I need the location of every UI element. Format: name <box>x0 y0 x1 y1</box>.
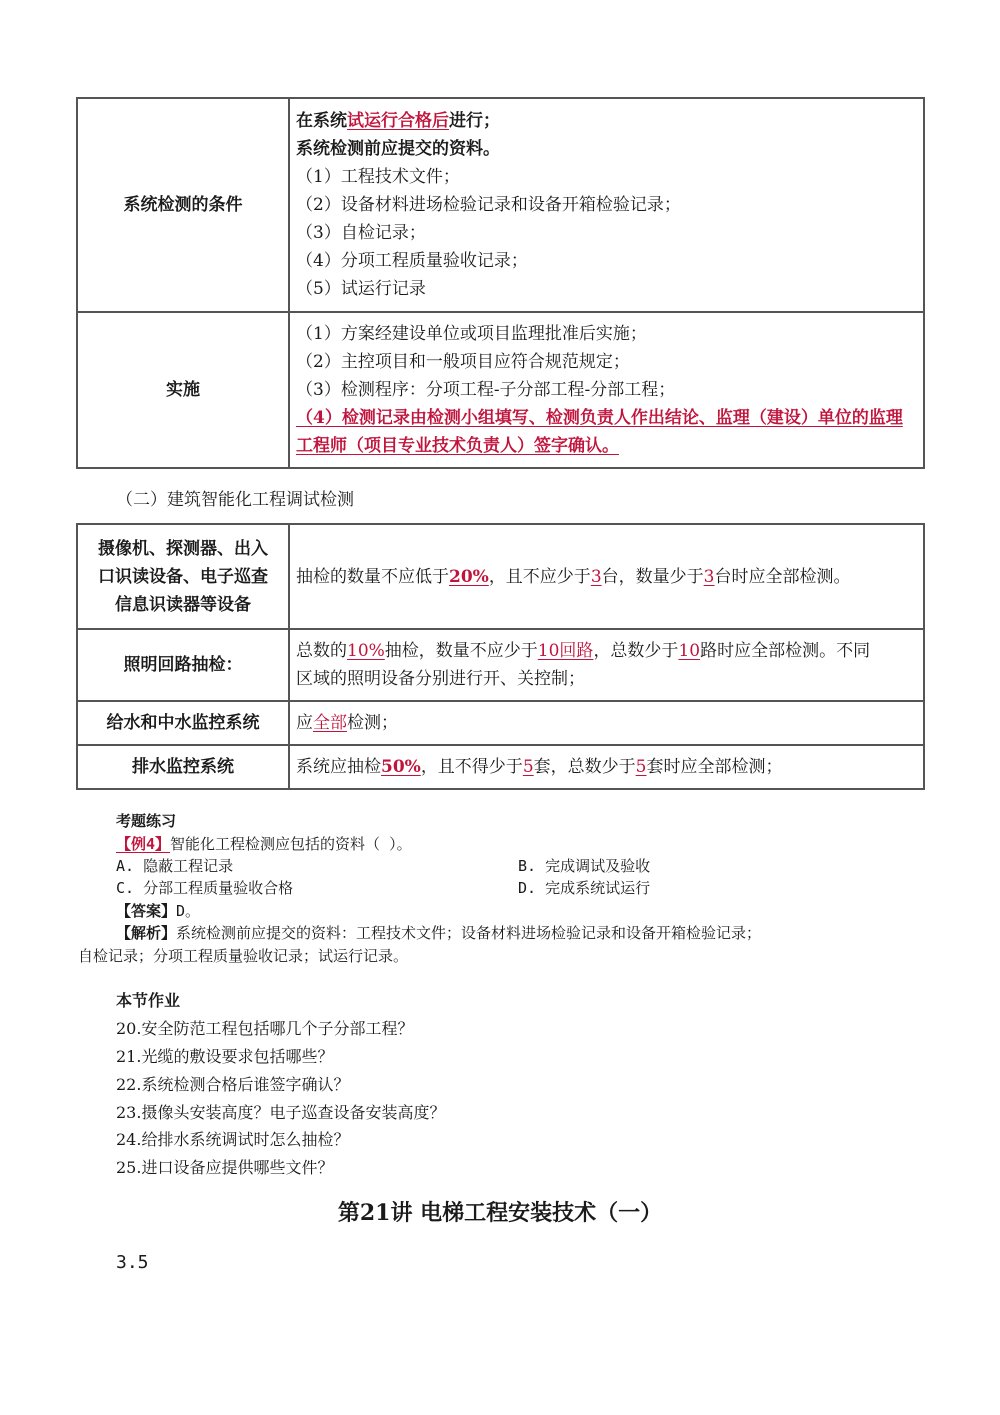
homework-item: 25.进口设备应提供哪些文件？ <box>116 1158 334 1177</box>
analysis-text: 系统检测前应提交的资料：工程技术文件；设备材料进场检验记录和设备开箱检验记录； <box>176 924 762 942</box>
text: ，且不得少于 <box>420 757 523 777</box>
table-row <box>77 629 924 701</box>
table-row <box>77 98 924 312</box>
list-item: （1）工程技术文件； <box>296 167 460 187</box>
analysis-line-2: 自检记录；分项工程质量验收记录；试运行记录。 <box>78 947 409 965</box>
question-text: 智能化工程检测应包括的资料（ ）。 <box>170 835 412 853</box>
analysis-line <box>116 922 761 943</box>
text: 抽检的数量不应低于 <box>296 566 449 587</box>
row-label: 系统检测的条件 <box>77 98 289 312</box>
text: 台时应全部检测。 <box>714 566 851 587</box>
list-item: （3）自检记录； <box>296 223 426 243</box>
text: 系统应抽检 <box>296 757 381 777</box>
answer-line <box>116 900 200 921</box>
text: ，总数少于 <box>593 641 679 661</box>
inspection-conditions-table <box>76 97 925 469</box>
highlight-value: 10回路 <box>537 641 594 661</box>
row-content <box>289 629 924 701</box>
highlight-value: 5 <box>522 757 534 777</box>
page-number: 3.5 <box>116 1252 149 1273</box>
text: 检测； <box>347 713 398 733</box>
text: 进行； <box>449 111 500 131</box>
row-content <box>289 745 924 789</box>
list-item: （1）方案经建设单位或项目监理批准后实施； <box>296 324 647 344</box>
row-content <box>289 524 924 629</box>
list-item: （2）主控项目和一般项目应符合规范规定； <box>296 352 630 372</box>
answer-text: D。 <box>176 902 201 920</box>
row-content <box>289 98 924 312</box>
content-line <box>296 637 915 665</box>
row-label <box>77 524 289 629</box>
homework-item: 24.给排水系统调试时怎么抽检？ <box>116 1130 350 1149</box>
section-title: （二）建筑智能化工程调试检测 <box>116 490 354 510</box>
option-d: D. 完成系统试运行 <box>518 879 651 897</box>
exam-section-title: 考题练习 <box>116 812 177 830</box>
highlight-list-item: （4）检测记录由检测小组填写、检测负责人作出结论、监理（建设）单位的监理工程师（项目专业技术负责人）签字确认。 <box>296 408 903 456</box>
content-line: 区域的照明设备分别进行开、关控制； <box>296 669 585 689</box>
option-b: B. 完成调试及验收 <box>518 857 651 875</box>
analysis-label: 【解析】 <box>116 924 177 942</box>
homework-item: 20.安全防范工程包括哪几个子分部工程？ <box>116 1019 414 1038</box>
table-row <box>77 524 924 629</box>
answer-label: 【答案】 <box>116 902 177 920</box>
option-a: A. 隐蔽工程记录 <box>116 857 234 875</box>
option-c: C. 分部工程质量验收合格 <box>116 879 294 897</box>
example-tag: 【例4】 <box>116 835 171 853</box>
text: 应 <box>296 713 313 733</box>
table-row <box>77 701 924 745</box>
debug-inspection-table <box>76 523 925 790</box>
row-label: 排水监控系统 <box>77 745 289 789</box>
homework-item: 21.光缆的敷设要求包括哪些？ <box>116 1047 334 1066</box>
highlight-value: 3 <box>703 566 715 587</box>
highlight-value: 10% <box>347 641 385 661</box>
row-content <box>289 701 924 745</box>
label-line: 口识读设备、电子巡查 <box>98 566 268 587</box>
text: 抽检，数量不应少于 <box>384 641 538 661</box>
highlight-value: 全部 <box>313 713 347 733</box>
condition-line: 系统检测前应提交的资料。 <box>296 139 500 159</box>
content-line <box>296 709 915 737</box>
highlight-value: 20% <box>449 566 489 587</box>
condition-line <box>296 107 915 135</box>
label-line: 摄像机、探测器、出入 <box>98 538 268 559</box>
row-label: 照明回路抽检： <box>77 629 289 701</box>
list-item: （4）分项工程质量验收记录； <box>296 251 528 271</box>
homework-item: 22.系统检测合格后谁签字确认？ <box>116 1075 350 1094</box>
highlight-value: 5 <box>635 757 647 777</box>
exam-question <box>116 833 412 854</box>
highlight-text: 试运行合格后 <box>347 111 449 131</box>
list-item: （2）设备材料进场检验记录和设备开箱检验记录； <box>296 195 681 215</box>
text: 台，数量少于 <box>601 566 704 587</box>
label-line: 信息识读器等设备 <box>115 594 251 615</box>
text: 套，总数少于 <box>533 757 636 777</box>
content-line <box>296 563 915 591</box>
table-row <box>77 745 924 789</box>
text: 总数的 <box>296 641 347 661</box>
list-item: （5）试运行记录 <box>296 279 426 299</box>
row-label: 给水和中水监控系统 <box>77 701 289 745</box>
content-line <box>296 753 915 781</box>
highlight-value: 50% <box>381 757 421 777</box>
highlight-value: 10 <box>678 641 701 661</box>
text: 套时应全部检测； <box>646 757 783 777</box>
homework-title: 本节作业 <box>116 991 181 1010</box>
row-label: 实施 <box>77 312 289 468</box>
row-content <box>289 312 924 468</box>
text: ，且不应少于 <box>488 566 591 587</box>
text: 路时应全部检测。不同 <box>700 641 871 661</box>
lecture-title: 第21讲 电梯工程安装技术（一） <box>337 1200 663 1226</box>
homework-item: 23.摄像头安装高度？电子巡查设备安装高度？ <box>116 1103 446 1122</box>
table-row <box>77 312 924 468</box>
list-item: （3）检测程序：分项工程-子分部工程-分部工程； <box>296 380 676 400</box>
highlight-value: 3 <box>590 566 602 587</box>
text: 在系统 <box>296 111 347 131</box>
